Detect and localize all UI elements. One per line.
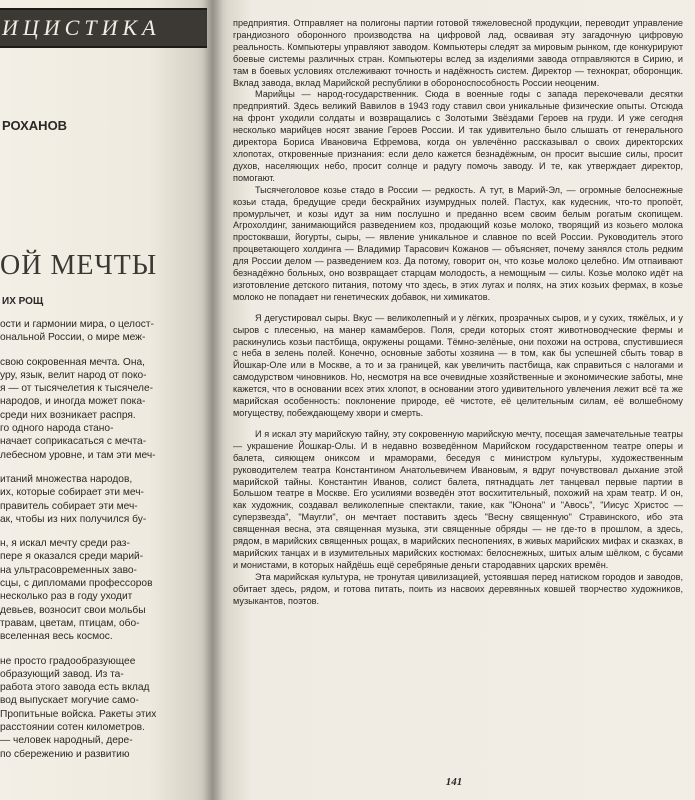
text-line: го одного народа стано- <box>0 423 114 435</box>
text-line: я — от тысячелетия к тысячеле- <box>0 383 154 395</box>
section-header: ИЦИСТИКА <box>0 8 207 48</box>
text-line: среди них возникает распря. <box>0 409 136 421</box>
paragraph-gap <box>0 345 208 356</box>
text-line: начает соприкасаться с мечта- <box>0 436 147 448</box>
paragraph-gap <box>0 526 208 537</box>
paragraph-gap <box>233 304 683 313</box>
article-subtitle: ИХ РОЩ <box>2 296 44 307</box>
text-line: несколько раз в году уходит <box>0 591 133 603</box>
text-line: правитель собирает эти меч- <box>0 500 138 512</box>
page-number: 141 <box>445 776 463 788</box>
text-line: расстоянии сотен километров. <box>0 722 145 734</box>
paragraph: Тысячеголовое козье стадо в России — редкость. А тут, в Марий-Эл, — огромные белоснежные козьи стада, бредущие среди бескрайних изумрудных полей. Пастух, как кудесник, что-то пропоёт, промурлычет, и козы идут за ним послушно и преданно всем своим белым рогатым скопищем. Агрохолдинг, занимающийся разведением коз, продающий козье молоко, творящий из козьего молока простокваши, йогурты, сыры, — явление уникальное и славное по всей России. Руководитель этого процветающего холдинга — Владимир Тарасович Кожанов — объясняет, почему занялся столь редким для России делом — разведением коз. Да потому, говорит он, что козье молоко целебно. Им отпаивают безнадёжно больных, оно возвращает старцам молодость, а немощным — силы. Козье молоко идёт на изготовление детского питания, потому что здесь, в этих лугах и полях, на этих козьих фермах, в козье молоко не попадает ни генетических добавок, ни химикатов. <box>233 184 683 302</box>
text-line: пере я оказался среди марий- <box>0 551 144 563</box>
text-line: н, я искал мечту среди раз- <box>0 538 130 550</box>
text-line: их, которые собирает эти меч- <box>0 487 144 499</box>
text-line: травам, цветам, птицам, обо- <box>0 617 140 629</box>
text-line: свою сокровенная мечта. Она, <box>0 356 145 368</box>
text-line: ональной России, о мире меж- <box>0 332 146 344</box>
paragraph-gap <box>0 462 208 473</box>
text-line: вселенная весь космос. <box>0 631 113 643</box>
paragraph: Эта марийская культура, не тронутая цивилизацией, устоявшая перед натиском городов и заводов, обитает здесь, рядом, и готова питать, поить из насвоих деревянных ковшей творчество художников, музыкантов, поэтов. <box>233 571 683 606</box>
paragraph-gap <box>233 420 683 429</box>
text-line: — человек народный, дере- <box>0 735 133 747</box>
text-line: ости и гармонии мира, о целост- <box>0 319 154 330</box>
paragraph: предприятия. Отправляет на полигоны партии готовой тяжеловесной продукции, переводит управление грандиозного оборонного производства на цифровой лад, осваивая эту загадочную цифровую реальность. Компьютеры управляют заводом. Компьютеры следят за мировым рынком, где конкурируют боевые системы различных стран. Компьютеры вслед за изделиями завода отправляются в Сирию, и там в боевых условиях отслеживают точность и надёжность систем. Директор — технократ, оборонщик. Вклад завода, вклад Марийской республики в обороноспособность России неоценим. <box>233 18 683 88</box>
text-line: образующий завод. Из та- <box>0 668 124 680</box>
text-line: итаний множества народов, <box>0 473 133 485</box>
paragraph: И я искал эту марийскую тайну, эту сокровенную марийскую мечту, посещая замечательные театры — украшение Йошкар-Олы. И в недавно возведённом Марийском государственном театре оперы и балета, сияющем ониксом и мраморами, беседуя с министром культуры, художественным руководителем театра Константином Анатольевичем Ивановым, я вдруг почувствовал дыхание этой марийской тайны. Константин Иванов, солист балета, пятнадцать лет танцевал первые партии в Большом театре в Москве. Его усилиями возведён этот восхитительный, похожий на храм театр. И он, как художник, создавал великолепные спектакли, такие, как "Юнона" и "Авось", "Иисус Христос — суперзвезда", "Маугли", он мечтает поставить здесь "Весну священную" Стравинского, ибо эта священная весна, эта священная музыка, эти священные обряды — не где-то в прошлом, а здесь, рядом, в марийских священных рощах, в марийских песнопениях, в живых марийских мифах и сказках, в марийских танцах и в изумительных марийских костюмах: белоснежных, шитых алым шёлком, с бусами и монистами, в которых найдёшь ещё серебряные деньги стародавних царских времён. <box>233 428 683 570</box>
text-line: на ультрасовременных заво- <box>0 564 137 576</box>
text-line: народов, и иногда может пока- <box>0 396 146 408</box>
paragraph-gap <box>0 644 208 655</box>
text-line: сцы, с дипломами профессоров <box>0 578 153 590</box>
paragraph: Я дегустировал сыры. Вкус — великолепный и у лёгких, прозрачных сыров, и у сухих, тяжёлых, и у сыров с плесенью, на манер камамберов. Поля, среди которых стоят животноводческие фермы и раскинулись козьи пастбища, окружены рощами. Тёмно-зелёные, они похожи на острова, спустившиеся с неба в зелень полей. Конечно, основные заботы хозяина — в том, как бы успешней сбыть товар в Йошкар-Оле или в Москве, а то и за границей, как увеличить пастбища, как справиться с налогами и самодурством чиновников. Но, несмотря на все очевидные хозяйственные и экономические заботы, мне кажется, что в основании всех этих хлопот, в основании этого удивительного увлечения лежит всё та же марийская особенность: поклонение природе, её чистоте, её целительным силам, её волшебному могуществу, побеждающему хвори и смерть. <box>233 312 683 418</box>
text-line: работа этого завода есть вклад <box>0 682 150 694</box>
author-name: РОХАНОВ <box>2 118 68 133</box>
text-line: ак, чтобы из них получился бу- <box>0 513 147 525</box>
right-page <box>213 0 695 800</box>
text-line: девьев, возносит свои мольбы <box>0 604 146 616</box>
text-line: по сбережению и развитию <box>0 748 130 760</box>
text-line: вод выпускает могучие само- <box>0 695 139 707</box>
left-page <box>0 0 213 800</box>
left-page-text <box>0 318 208 761</box>
text-line: не просто градообразующее <box>0 655 136 667</box>
right-page-text <box>233 18 683 608</box>
text-line: лебесном уровне, и там эти меч- <box>0 449 156 461</box>
paragraph: Марийцы — народ-государственник. Сюда в военные годы с запада перекочевали десятки предприятий. Здесь великий Вавилов в 1943 году ставил свои уникальные физические опыты. Отсюда на фронт уходили солдаты и возвращались с Золотыми Звёздами Героев на груди. И уже сегодня несколько марийцев носят звание Героев России. И так удивительно было слышать от генерального директора Бориса Ивановича Ефремова, когда он увлечённо рассказывал о своих директорских хлопотах, откровенные признания: если дело кажется безнадёжным, он просит высшие силы, просит духов, населяющих небо, просит солнце и радугу помочь заводу. И те, как утверждает директор, помогают. <box>233 89 683 183</box>
text-line: Пропитьные войска. Ракеты этих <box>0 708 157 720</box>
text-line: уру, язык, велит народ от поко- <box>0 369 147 381</box>
article-title: ОЙ МЕЧТЫ <box>0 250 158 281</box>
